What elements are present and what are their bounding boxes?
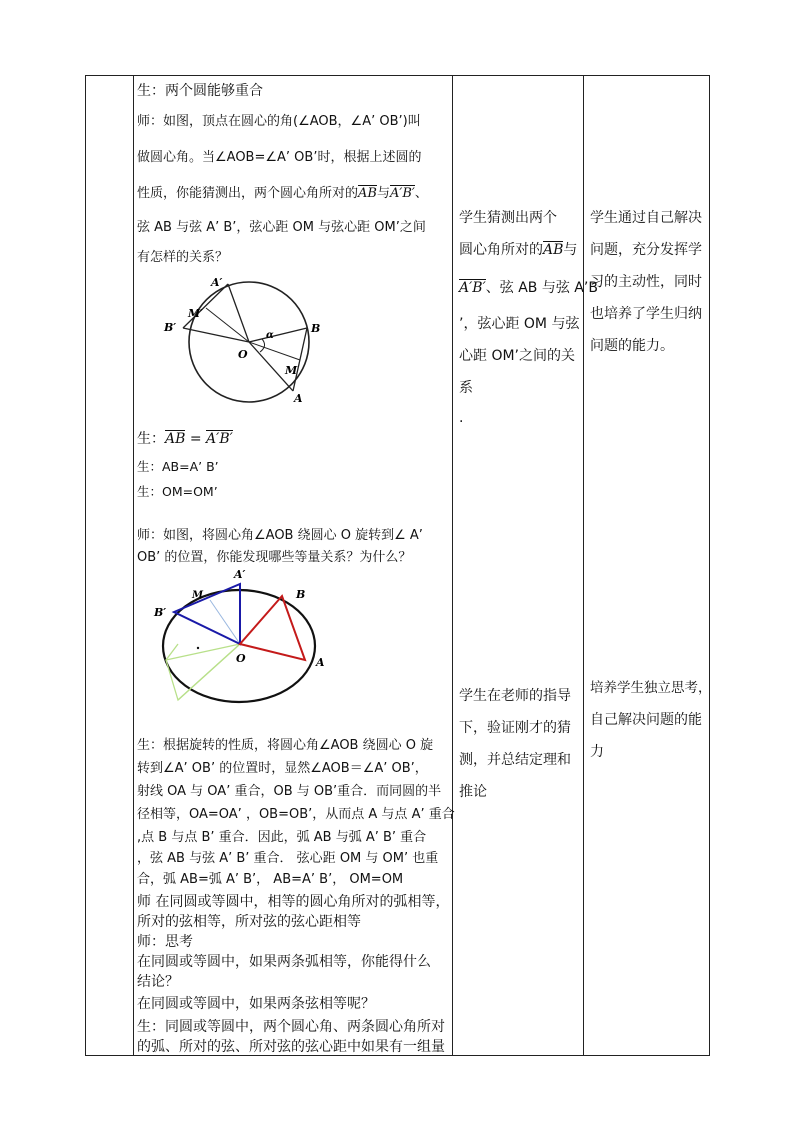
- text-line: 习的主动性，同时: [590, 274, 702, 290]
- figure-central-angle: [154, 276, 344, 406]
- text-line: 师：如图，顶点在圆心的角(∠AOB，∠A’ OB’)叫: [137, 114, 421, 129]
- design-intent-cell: [584, 76, 710, 1055]
- text-line: 心距 OM’之间的关: [459, 348, 575, 364]
- label-b1: B′: [164, 321, 177, 334]
- arc-a1b1: A′B′: [389, 186, 415, 201]
- label-o: O: [236, 652, 246, 665]
- label-b: B: [296, 588, 306, 601]
- text-line: OB’ 的位置，你能发现哪些等量关系？为什么？: [137, 550, 412, 565]
- label-a: A: [294, 392, 303, 405]
- label-m: M: [192, 590, 204, 601]
- label-b1: B′: [154, 606, 167, 619]
- text-line: 所对的弦相等，所对弦的弦心距相等: [137, 914, 361, 930]
- text-line: 在同圆或等圆中，如果两条弦相等呢？: [137, 996, 375, 1012]
- label-a: A: [316, 656, 325, 669]
- text-line: 生：AB = A′B′: [137, 431, 233, 447]
- text-line: 培养学生独立思考，: [590, 680, 712, 696]
- text-line: 转到∠A’ OB’ 的位置时，显然∠AOB＝∠A’ OB’，: [137, 761, 428, 776]
- text-line: 系: [459, 380, 473, 396]
- text-line: 生：AB=A’ B’: [137, 459, 219, 474]
- text-line: 力: [590, 744, 604, 760]
- arc-ab: AB: [358, 186, 377, 201]
- text-line: 也培养了学生归纳: [590, 306, 702, 322]
- label-b: B: [311, 322, 321, 335]
- text-line: 做圆心角。当∠AOB=∠A’ OB’时，根据上述圆的: [137, 150, 422, 165]
- text-line: 学生通过自己解决: [590, 210, 702, 226]
- text-line: 生：OM=OM’: [137, 484, 218, 499]
- text-line: 结论？: [137, 974, 179, 990]
- text-line: 圆心角所对的AB与: [459, 242, 578, 258]
- text-line: 弦 AB 与弦 A’ B’，弦心距 OM 与弦心距 OM’之间: [137, 220, 426, 235]
- text-line: 问题，充分发挥学: [590, 242, 702, 258]
- teaching-process-cell: [134, 76, 455, 1055]
- text-line: 师 在同圆或等圆中，相等的圆心角所对的弧相等，: [137, 894, 450, 910]
- text-line: 生：根据旋转的性质，将圆心角∠AOB 绕圆心 O 旋: [137, 738, 434, 753]
- text-line: 学生在老师的指导: [459, 688, 571, 704]
- text-line: 射线 OA 与 OA’ 重合，OB 与 OB’重合．而同圆的半: [137, 784, 442, 799]
- label-m: M: [285, 364, 298, 377]
- text-line: 生：同圆或等圆中，两个圆心角、两条圆心角所对: [137, 1019, 445, 1035]
- text-line: 推论: [459, 784, 487, 800]
- text-line: 合，弧 AB=弧 A’ B’， AB=A’ B’， OM=OM: [137, 872, 404, 887]
- text-line: 问题的能力。: [590, 338, 674, 354]
- label-alpha: α: [266, 330, 274, 341]
- text-line: 自己解决问题的能: [590, 712, 702, 728]
- text-line: 测，并总结定理和: [459, 752, 571, 768]
- text-line: A′B′、弦 AB 与弦 A’B: [459, 280, 598, 296]
- text-line: 在同圆或等圆中，如果两条弧相等，你能得什么: [137, 954, 431, 970]
- label-m1: M′: [188, 307, 204, 320]
- label-o: O: [238, 348, 248, 361]
- text-line: 生：两个圆能够重合: [137, 83, 263, 99]
- label-a1: A′: [211, 276, 223, 289]
- text-line: 径相等，OA=OA’ ，OB=OB’，从而点 A 与点 A’ 重合: [137, 807, 455, 822]
- label-a1: A′: [234, 568, 246, 581]
- lesson-table: [85, 75, 710, 1056]
- text-line: ,点 B 与点 B’ 重合．因此，弧 AB 与弧 A’ B’ 重合: [137, 830, 427, 845]
- text-line: ’，弦心距 OM 与弦: [459, 316, 580, 332]
- text-line: 的弧、所对的弦、所对弦的弦心距中如果有一组量: [137, 1039, 445, 1055]
- student-activity-cell: [453, 76, 598, 1055]
- text-line: .: [459, 410, 464, 426]
- text-line: 学生猜测出两个: [459, 210, 557, 226]
- figure-rotation: [150, 568, 325, 708]
- text-line: 性质，你能猜测出，两个圆心角所对的AB与A′B′、: [137, 186, 428, 201]
- text-line: ，弦 AB 与弦 A’ B’ 重合． 弦心距 OM 与 OM’ 也重: [137, 851, 439, 866]
- text-line: 师：如图，将圆心角∠AOB 绕圆心 O 旋转到∠ A’: [137, 528, 423, 543]
- text-line: 师：思考: [137, 934, 193, 950]
- text-line: 有怎样的关系？: [137, 250, 229, 265]
- text-line: 下，验证刚才的猜: [459, 720, 571, 736]
